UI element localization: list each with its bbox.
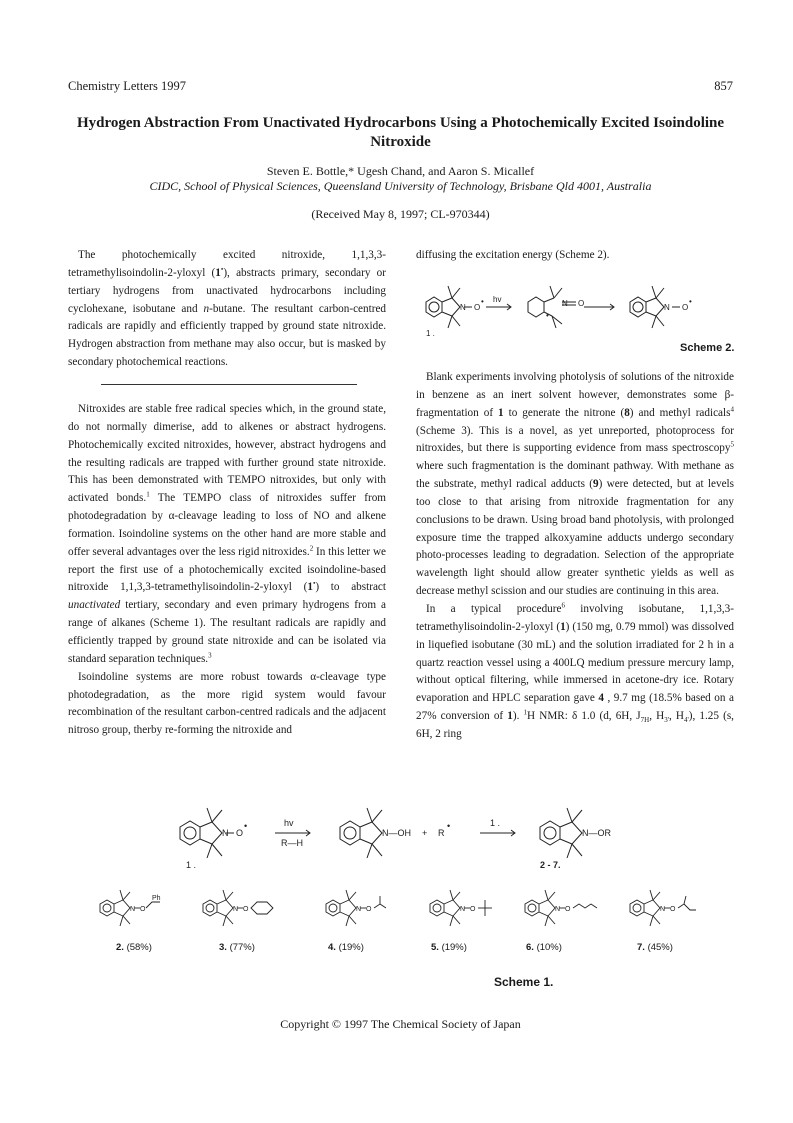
body-right-top: [416, 247, 734, 265]
scheme-2-label: Scheme 2.: [680, 342, 735, 354]
journal-name: Chemistry Letters 1997: [68, 79, 187, 93]
abstract: [68, 247, 386, 372]
svg-text:hv: hv: [493, 295, 502, 304]
svg-text:O: O: [366, 906, 372, 913]
svg-text:O: O: [578, 299, 585, 308]
svg-text:R—H: R—H: [281, 838, 303, 848]
svg-text:•: •: [689, 297, 692, 306]
author-list: Steven E. Bottle,* Ugesh Chand, and Aaron S. Micallef: [266, 164, 535, 178]
svg-text:R: R: [438, 828, 445, 838]
affiliation: CIDC, School of Physical Sciences, Queensland University of Technology, Brisbane Qld 4001, Australia: [149, 179, 652, 193]
svg-text:O: O: [470, 906, 476, 913]
svg-text:O: O: [236, 828, 244, 838]
svg-text:N—OR: N—OR: [582, 828, 611, 838]
abstract-paragraph: The photochemically excited nitroxide, 1,1,3,3-tetramethylisoindolin-2-yloxyl (1•), abstracts primary, secondary or tertiary hydrogens from unactivated hydrocarbons including cyclohexane, isobutane and n-butane. The resultant carbon-centred radicals are rapidly and efficiently trapped by ground state nitroxide. Hydrogen abstraction from methane may also occur, but is masked by secondary photochemical reactions.: [68, 249, 386, 369]
abstract-divider: [101, 384, 357, 385]
scheme-1-label: Scheme 1.: [494, 975, 554, 989]
scheme-1-reaction: [160, 800, 640, 870]
svg-text:Ph: Ph: [152, 895, 161, 902]
svg-text:N: N: [660, 906, 666, 913]
svg-text:N: N: [460, 906, 466, 913]
svg-text:N: N: [222, 828, 229, 838]
svg-text:O: O: [670, 906, 676, 913]
svg-text:N: N: [460, 303, 466, 312]
svg-text:N: N: [130, 906, 136, 913]
compound-label: 4. (19%): [328, 942, 364, 953]
scheme-1-products: [90, 880, 710, 940]
svg-text:N: N: [562, 299, 568, 308]
running-head: [68, 79, 733, 95]
compound-label: 6. (10%): [526, 942, 562, 953]
body-paragraph: Blank experiments involving photolysis of solutions of the nitroxide in benzene as an inert solvent however, demonstrates some β-fragmentation of 1 to generate the nitrone (8) and methyl radicals$^4$ (Scheme 3). This is a novel, as yet unreported, photoprocess for nitroxides, but there is supporting evidence from mass spectroscopy$^5$ where such fragmentation is the dominant pathway. With methane as the substrate, methyl radical adducts (9) were detected, but at levels too close to that arising from nitroxide fragmentation for any conclusions to be drawn. Using broad band photolysis, with prolonged exposure time the trapped alkoxyamine adducts undergo secondary photo-processes leading to degradation. Selection of the appropriate wavelength light should allow greater synthetic yields as well as decrease methyl scission and our studies are continuing in this area.: [416, 371, 734, 598]
svg-text:O: O: [682, 303, 689, 312]
compound-6-structure: [525, 890, 597, 926]
body-paragraph: diffusing the excitation energy (Scheme 2).: [416, 249, 610, 261]
page-number: 857: [714, 79, 733, 93]
svg-text:1 .: 1 .: [426, 329, 435, 338]
body-paragraph: In a typical procedure$^6$ involving isobutane, 1,1,3,3-tetramethylisoindolin-2-yloxyl (1) (150 mg, 0.79 mmol) was dissolved in liquefied isobutane (30 mL) and the solution irradiated for 2 h in a quartz reaction vessel using a 400LQ medium pressure mercury lamp, without optical filtering, while immersed in acetone-dry ice. Rotary evaporation and HPLC separation gave 4 , 9.7 mg (18.5% based on a 27% conversion of 1). $^1$H NMR: δ 1.0 (d, 6H, $J_{7H}$, $H_{3'}$, $H_{4'}$), 1.25 (s, 6H, 2 ring: [416, 601, 735, 740]
svg-text:N: N: [233, 906, 239, 913]
svg-text:O: O: [565, 906, 571, 913]
body-left-column: [68, 401, 386, 740]
compound-label: 7. (45%): [637, 942, 673, 953]
svg-text:N: N: [555, 906, 561, 913]
compound-label: 3. (77%): [219, 942, 255, 953]
svg-text:1 .: 1 .: [186, 860, 197, 870]
svg-text:•: •: [244, 821, 248, 831]
svg-text:O: O: [243, 906, 249, 913]
compound-label: 5. (19%): [431, 942, 467, 953]
svg-text:hv: hv: [284, 818, 294, 828]
svg-text:N: N: [356, 906, 362, 913]
svg-text:•: •: [447, 821, 451, 831]
svg-text:•: •: [481, 297, 484, 306]
svg-text:•: •: [546, 311, 549, 320]
article-title: Hydrogen Abstraction From Unactivated Hydrocarbons Using a Photochemically Excited Isoindoline Nitroxide: [76, 115, 725, 150]
body-paragraph: Isoindoline systems are more robust towards α-cleavage type photodegradation, as the more rigid system would favour recombination of the resultant carbon-centred radicals and the adjacent nitroso group, therby re-forming the nitroxide and: [68, 670, 386, 737]
copyright-notice: Copyright © 1997 The Chemical Society of Japan: [280, 1017, 521, 1031]
svg-text:+: +: [422, 828, 428, 838]
svg-text:O: O: [474, 303, 481, 312]
scheme-2-diagram: [416, 280, 734, 340]
svg-text:1 .: 1 .: [490, 818, 501, 828]
svg-text:N—OH: N—OH: [382, 828, 411, 838]
received-date: (Received May 8, 1997; CL-970344): [311, 207, 490, 221]
body-right-column: [416, 369, 734, 744]
svg-text:2 - 7.: 2 - 7.: [540, 860, 561, 870]
svg-text:O: O: [140, 906, 146, 913]
compound-label: 2. (58%): [116, 942, 152, 953]
body-paragraph: Nitroxides are stable free radical species which, in the ground state, do not normally dimerise, add to alkenes or abstract hydrogens. Photochemically excited nitroxides, however, abstract hydrogens and the resulting radicals are trapped with further ground state nitroxide. This has been demonstrated with TEMPO nitroxides, but only with activated bonds.$^1$ The TEMPO class of nitroxides suffer from photodegradation by α-cleavage leading to loss of NO and alkene formation. Isoindoline systems on the other hand are more stable and offer several advantages over the less rigid nitroxides.$^2$ In this letter we report the first use of a photochemically excited isoindoline-based nitroxide 1,1,3,3-tetramethylisoindolin-2-yloxyl (1•) to abstract unactivated tertiary, secondary and even primary hydrogens from a range of alkanes (Scheme 1). The resultant radicals are rapidly and efficiently trapped by ground state nitroxide and can be isolated via standard separation techniques.$^3$: [68, 403, 386, 665]
svg-text:N: N: [664, 303, 670, 312]
